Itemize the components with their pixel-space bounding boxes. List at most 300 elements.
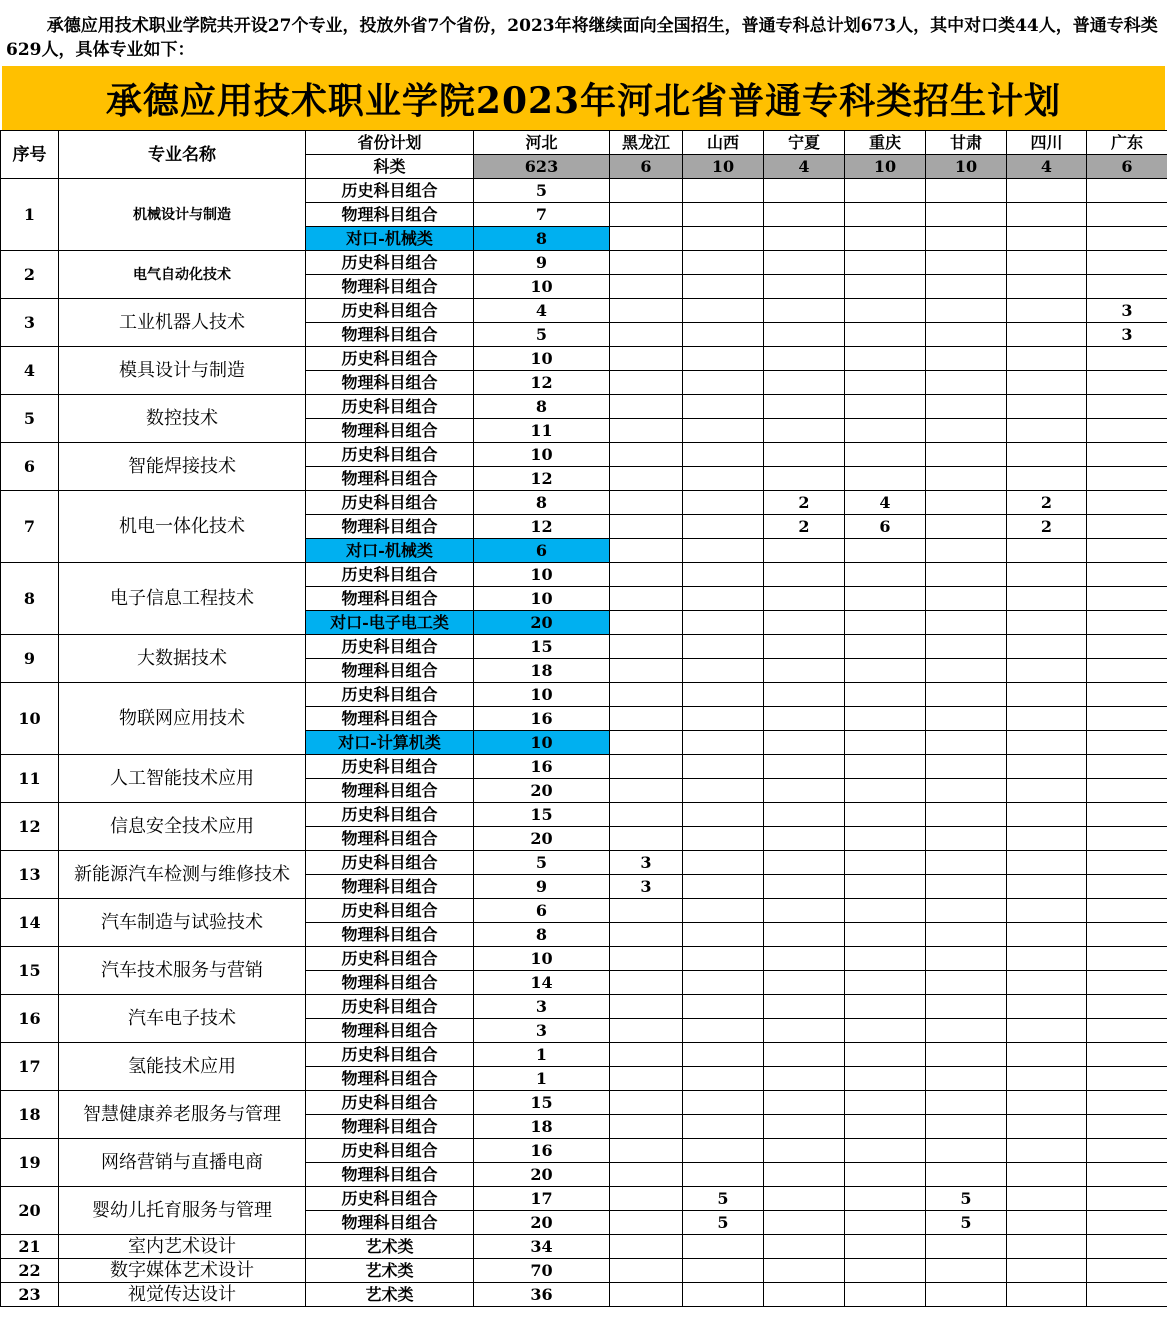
table-row <box>1 1139 1167 1163</box>
plan-value: 5 <box>474 851 610 875</box>
plan-value <box>1087 611 1167 635</box>
plan-value <box>926 371 1007 395</box>
plan-value <box>1087 419 1167 443</box>
plan-value <box>845 179 926 203</box>
plan-value <box>683 851 764 875</box>
plan-value: 5 <box>926 1187 1007 1211</box>
plan-value <box>845 443 926 467</box>
plan-value <box>845 659 926 683</box>
subject-category: 历史科目组合 <box>306 491 474 515</box>
major-name: 大数据技术 <box>59 635 306 683</box>
plan-value <box>845 1139 926 1163</box>
plan-value <box>683 947 764 971</box>
plan-value <box>683 923 764 947</box>
plan-value: 20 <box>474 779 610 803</box>
subject-category: 物理科目组合 <box>306 1115 474 1139</box>
plan-value <box>610 371 683 395</box>
plan-value <box>610 971 683 995</box>
plan-value <box>1007 659 1087 683</box>
subject-category: 历史科目组合 <box>306 1187 474 1211</box>
major-name: 汽车电子技术 <box>59 995 306 1043</box>
plan-value <box>1007 947 1087 971</box>
plan-value: 20 <box>474 611 610 635</box>
plan-value <box>683 635 764 659</box>
plan-value <box>926 659 1007 683</box>
plan-value: 3 <box>474 995 610 1019</box>
plan-value <box>683 803 764 827</box>
plan-value <box>845 251 926 275</box>
plan-value <box>926 851 1007 875</box>
plan-value <box>1007 419 1087 443</box>
plan-value <box>683 1283 764 1307</box>
subject-category: 物理科目组合 <box>306 659 474 683</box>
header-row <box>1 131 1167 155</box>
plan-value <box>845 611 926 635</box>
plan-value <box>926 1067 1007 1091</box>
plan-value <box>1087 1091 1167 1115</box>
subject-category: 对口-机械类 <box>306 227 474 251</box>
table-row <box>1 491 1167 515</box>
plan-value: 3 <box>610 875 683 899</box>
province-total: 623 <box>474 155 610 179</box>
plan-value <box>764 779 845 803</box>
plan-value <box>683 371 764 395</box>
plan-value <box>683 875 764 899</box>
table-row <box>1 803 1167 827</box>
header-province: 黑龙江 <box>610 131 683 155</box>
plan-value <box>764 995 845 1019</box>
subject-category: 物理科目组合 <box>306 827 474 851</box>
plan-value <box>926 179 1007 203</box>
plan-value <box>764 1235 845 1259</box>
major-seq: 12 <box>1 803 59 851</box>
plan-value: 11 <box>474 419 610 443</box>
plan-value <box>1007 443 1087 467</box>
plan-value <box>683 1163 764 1187</box>
plan-value <box>1087 251 1167 275</box>
major-seq: 18 <box>1 1091 59 1139</box>
plan-value <box>683 419 764 443</box>
plan-value <box>764 1019 845 1043</box>
plan-value <box>1007 1139 1087 1163</box>
plan-value <box>683 683 764 707</box>
plan-value <box>610 323 683 347</box>
plan-value <box>845 683 926 707</box>
plan-value <box>610 1187 683 1211</box>
plan-value <box>1087 851 1167 875</box>
subject-category: 历史科目组合 <box>306 347 474 371</box>
subject-category: 对口-计算机类 <box>306 731 474 755</box>
plan-value: 5 <box>474 323 610 347</box>
plan-value <box>1087 971 1167 995</box>
major-name: 视觉传达设计 <box>59 1283 306 1307</box>
plan-value <box>926 779 1007 803</box>
plan-value <box>764 227 845 251</box>
major-name: 数控技术 <box>59 395 306 443</box>
plan-value <box>845 227 926 251</box>
plan-value <box>845 419 926 443</box>
plan-value <box>610 179 683 203</box>
plan-value <box>926 827 1007 851</box>
plan-value <box>926 347 1007 371</box>
plan-value <box>683 971 764 995</box>
plan-value <box>1087 179 1167 203</box>
plan-value <box>764 683 845 707</box>
plan-value <box>610 515 683 539</box>
plan-value <box>1007 227 1087 251</box>
plan-value <box>1087 539 1167 563</box>
plan-value <box>1087 443 1167 467</box>
table-row <box>1 1187 1167 1211</box>
plan-value <box>845 755 926 779</box>
major-seq: 13 <box>1 851 59 899</box>
plan-value <box>683 1019 764 1043</box>
subject-category: 历史科目组合 <box>306 251 474 275</box>
subject-category: 艺术类 <box>306 1259 474 1283</box>
plan-value <box>1007 299 1087 323</box>
header-province: 四川 <box>1007 131 1087 155</box>
plan-value: 8 <box>474 395 610 419</box>
plan-value <box>610 587 683 611</box>
plan-value <box>683 1115 764 1139</box>
province-total: 10 <box>845 155 926 179</box>
plan-value <box>845 875 926 899</box>
plan-value <box>1087 275 1167 299</box>
plan-value <box>926 443 1007 467</box>
province-total: 6 <box>1087 155 1167 179</box>
plan-value <box>610 275 683 299</box>
plan-value <box>1087 1115 1167 1139</box>
plan-value <box>683 539 764 563</box>
plan-value <box>1007 323 1087 347</box>
plan-value <box>764 203 845 227</box>
major-name: 婴幼儿托育服务与管理 <box>59 1187 306 1235</box>
subject-category: 物理科目组合 <box>306 923 474 947</box>
plan-value <box>1087 827 1167 851</box>
major-seq: 19 <box>1 1139 59 1187</box>
major-name: 电子信息工程技术 <box>59 563 306 635</box>
plan-value: 20 <box>474 827 610 851</box>
table-row <box>1 1091 1167 1115</box>
plan-value <box>764 731 845 755</box>
plan-value <box>764 275 845 299</box>
header-province: 广东 <box>1087 131 1167 155</box>
plan-value <box>610 251 683 275</box>
table-row <box>1 1235 1167 1259</box>
plan-value <box>926 803 1007 827</box>
plan-value <box>610 1091 683 1115</box>
plan-value <box>1007 995 1087 1019</box>
plan-value <box>764 875 845 899</box>
plan-value: 3 <box>610 851 683 875</box>
plan-value <box>845 947 926 971</box>
plan-value <box>1087 635 1167 659</box>
plan-value <box>845 347 926 371</box>
subject-category: 物理科目组合 <box>306 275 474 299</box>
intro-paragraph: 承德应用技术职业学院共开设27个专业，投放外省7个省份，2023年将继续面向全国招生，普通专科总计划673人，其中对口类44人，普通专科类629人，具体专业如下： <box>6 16 1158 60</box>
plan-value <box>1007 203 1087 227</box>
plan-value <box>1087 1235 1167 1259</box>
plan-value <box>764 179 845 203</box>
plan-value: 5 <box>474 179 610 203</box>
plan-value <box>764 1043 845 1067</box>
subject-category: 历史科目组合 <box>306 851 474 875</box>
plan-value <box>926 587 1007 611</box>
plan-value: 18 <box>474 1115 610 1139</box>
major-name: 人工智能技术应用 <box>59 755 306 803</box>
major-seq: 10 <box>1 683 59 755</box>
plan-value <box>610 1043 683 1067</box>
subject-category: 历史科目组合 <box>306 995 474 1019</box>
plan-value <box>1007 1235 1087 1259</box>
subject-category: 历史科目组合 <box>306 395 474 419</box>
plan-value <box>764 587 845 611</box>
plan-value <box>764 1259 845 1283</box>
plan-value <box>926 635 1007 659</box>
plan-value <box>610 995 683 1019</box>
plan-value: 2 <box>764 491 845 515</box>
plan-value <box>1087 899 1167 923</box>
plan-value <box>683 779 764 803</box>
plan-value <box>610 659 683 683</box>
plan-value: 9 <box>474 875 610 899</box>
plan-value <box>845 299 926 323</box>
major-seq: 21 <box>1 1235 59 1259</box>
plan-value <box>764 971 845 995</box>
plan-value: 16 <box>474 1139 610 1163</box>
plan-value <box>1007 779 1087 803</box>
plan-value <box>683 347 764 371</box>
plan-value <box>764 395 845 419</box>
plan-value: 8 <box>474 227 610 251</box>
subject-category: 历史科目组合 <box>306 299 474 323</box>
plan-value <box>610 1019 683 1043</box>
plan-value <box>683 1259 764 1283</box>
plan-value <box>1087 1187 1167 1211</box>
subject-category: 历史科目组合 <box>306 899 474 923</box>
plan-value <box>845 395 926 419</box>
province-total: 4 <box>1007 155 1087 179</box>
major-seq: 1 <box>1 179 59 251</box>
plan-value <box>845 731 926 755</box>
plan-value <box>926 1259 1007 1283</box>
plan-value <box>764 899 845 923</box>
plan-value <box>764 827 845 851</box>
plan-value: 16 <box>474 707 610 731</box>
plan-value: 10 <box>474 347 610 371</box>
subject-category: 艺术类 <box>306 1283 474 1307</box>
subject-category: 物理科目组合 <box>306 1067 474 1091</box>
subject-category: 历史科目组合 <box>306 947 474 971</box>
plan-value <box>764 539 845 563</box>
subject-category: 历史科目组合 <box>306 563 474 587</box>
plan-value <box>845 467 926 491</box>
plan-value <box>683 227 764 251</box>
banner-title: 承德应用技术职业学院2023年河北省普通专科类招生计划 <box>2 66 1165 130</box>
plan-value: 10 <box>474 563 610 587</box>
plan-value <box>610 731 683 755</box>
plan-value <box>1007 179 1087 203</box>
plan-value <box>1007 851 1087 875</box>
plan-value: 16 <box>474 755 610 779</box>
plan-value <box>1007 1019 1087 1043</box>
plan-value <box>926 419 1007 443</box>
subject-category: 物理科目组合 <box>306 515 474 539</box>
subject-category: 物理科目组合 <box>306 1019 474 1043</box>
plan-value <box>683 1235 764 1259</box>
plan-value <box>610 467 683 491</box>
plan-value <box>1007 1259 1087 1283</box>
plan-value <box>926 755 1007 779</box>
major-name: 电气自动化技术 <box>59 251 306 299</box>
major-name: 网络营销与直播电商 <box>59 1139 306 1187</box>
plan-value <box>610 1235 683 1259</box>
plan-value <box>610 683 683 707</box>
major-name: 智能焊接技术 <box>59 443 306 491</box>
plan-value <box>845 635 926 659</box>
plan-value <box>926 1115 1007 1139</box>
plan-value <box>610 923 683 947</box>
major-seq: 5 <box>1 395 59 443</box>
subject-category: 物理科目组合 <box>306 203 474 227</box>
plan-value: 5 <box>683 1211 764 1235</box>
plan-value: 6 <box>474 899 610 923</box>
plan-value <box>1007 755 1087 779</box>
plan-value <box>845 707 926 731</box>
plan-value <box>683 179 764 203</box>
plan-value <box>845 587 926 611</box>
subject-category: 历史科目组合 <box>306 755 474 779</box>
plan-value <box>926 1139 1007 1163</box>
plan-value <box>1087 1067 1167 1091</box>
plan-value <box>926 227 1007 251</box>
header-province: 重庆 <box>845 131 926 155</box>
major-name: 机械设计与制造 <box>59 179 306 251</box>
plan-value <box>845 371 926 395</box>
plan-value <box>1087 515 1167 539</box>
plan-value <box>845 923 926 947</box>
plan-value <box>610 635 683 659</box>
plan-value: 8 <box>474 923 610 947</box>
plan-value <box>845 803 926 827</box>
plan-value <box>1087 371 1167 395</box>
plan-value: 15 <box>474 1091 610 1115</box>
plan-value: 4 <box>845 491 926 515</box>
plan-value <box>610 611 683 635</box>
plan-value <box>683 659 764 683</box>
plan-value: 3 <box>474 1019 610 1043</box>
plan-value <box>926 923 1007 947</box>
plan-value <box>1007 827 1087 851</box>
subject-category: 物理科目组合 <box>306 971 474 995</box>
plan-value: 6 <box>845 515 926 539</box>
major-seq: 22 <box>1 1259 59 1283</box>
plan-value <box>764 1163 845 1187</box>
plan-value <box>926 1019 1007 1043</box>
plan-value: 34 <box>474 1235 610 1259</box>
plan-value <box>1007 635 1087 659</box>
plan-value <box>1087 1211 1167 1235</box>
plan-value: 2 <box>1007 491 1087 515</box>
plan-value: 17 <box>474 1187 610 1211</box>
plan-value <box>845 1163 926 1187</box>
plan-value <box>1007 587 1087 611</box>
table-row <box>1 347 1167 371</box>
plan-value: 20 <box>474 1163 610 1187</box>
plan-value <box>845 275 926 299</box>
plan-value <box>1087 1043 1167 1067</box>
plan-value <box>683 203 764 227</box>
plan-value: 20 <box>474 1211 610 1235</box>
plan-value: 70 <box>474 1259 610 1283</box>
plan-value <box>845 539 926 563</box>
plan-value <box>764 923 845 947</box>
plan-value <box>764 803 845 827</box>
province-total: 4 <box>764 155 845 179</box>
plan-value <box>764 1283 845 1307</box>
major-name: 汽车制造与试验技术 <box>59 899 306 947</box>
plan-value <box>1007 467 1087 491</box>
plan-value <box>1007 1283 1087 1307</box>
header-seq: 序号 <box>1 131 59 179</box>
plan-value <box>610 1259 683 1283</box>
header-category: 科类 <box>306 155 474 179</box>
header-province: 河北 <box>474 131 610 155</box>
plan-value <box>926 707 1007 731</box>
plan-value <box>610 203 683 227</box>
plan-value <box>1007 275 1087 299</box>
plan-value <box>764 323 845 347</box>
plan-value <box>1087 779 1167 803</box>
plan-value <box>1007 1067 1087 1091</box>
plan-value <box>610 443 683 467</box>
major-seq: 16 <box>1 995 59 1043</box>
plan-value <box>683 515 764 539</box>
plan-value <box>1087 1139 1167 1163</box>
plan-value <box>845 323 926 347</box>
major-name: 室内艺术设计 <box>59 1235 306 1259</box>
plan-value: 15 <box>474 803 610 827</box>
plan-value <box>1087 707 1167 731</box>
major-seq: 9 <box>1 635 59 683</box>
table-row <box>1 299 1167 323</box>
plan-value <box>610 1211 683 1235</box>
plan-value <box>1007 371 1087 395</box>
major-seq: 7 <box>1 491 59 563</box>
plan-value <box>610 563 683 587</box>
plan-value <box>683 443 764 467</box>
major-name: 汽车技术服务与营销 <box>59 947 306 995</box>
major-seq: 8 <box>1 563 59 635</box>
plan-value <box>610 1115 683 1139</box>
plan-value: 2 <box>1007 515 1087 539</box>
plan-value <box>610 1067 683 1091</box>
subject-category: 物理科目组合 <box>306 779 474 803</box>
major-seq: 17 <box>1 1043 59 1091</box>
plan-value <box>1007 251 1087 275</box>
plan-value <box>926 1235 1007 1259</box>
province-total: 10 <box>926 155 1007 179</box>
plan-value <box>1007 899 1087 923</box>
plan-value <box>926 1091 1007 1115</box>
major-name: 数字媒体艺术设计 <box>59 1259 306 1283</box>
plan-value <box>610 491 683 515</box>
major-seq: 4 <box>1 347 59 395</box>
header-major-name: 专业名称 <box>59 131 306 179</box>
plan-value <box>1087 491 1167 515</box>
subject-category: 物理科目组合 <box>306 587 474 611</box>
plan-value <box>926 539 1007 563</box>
